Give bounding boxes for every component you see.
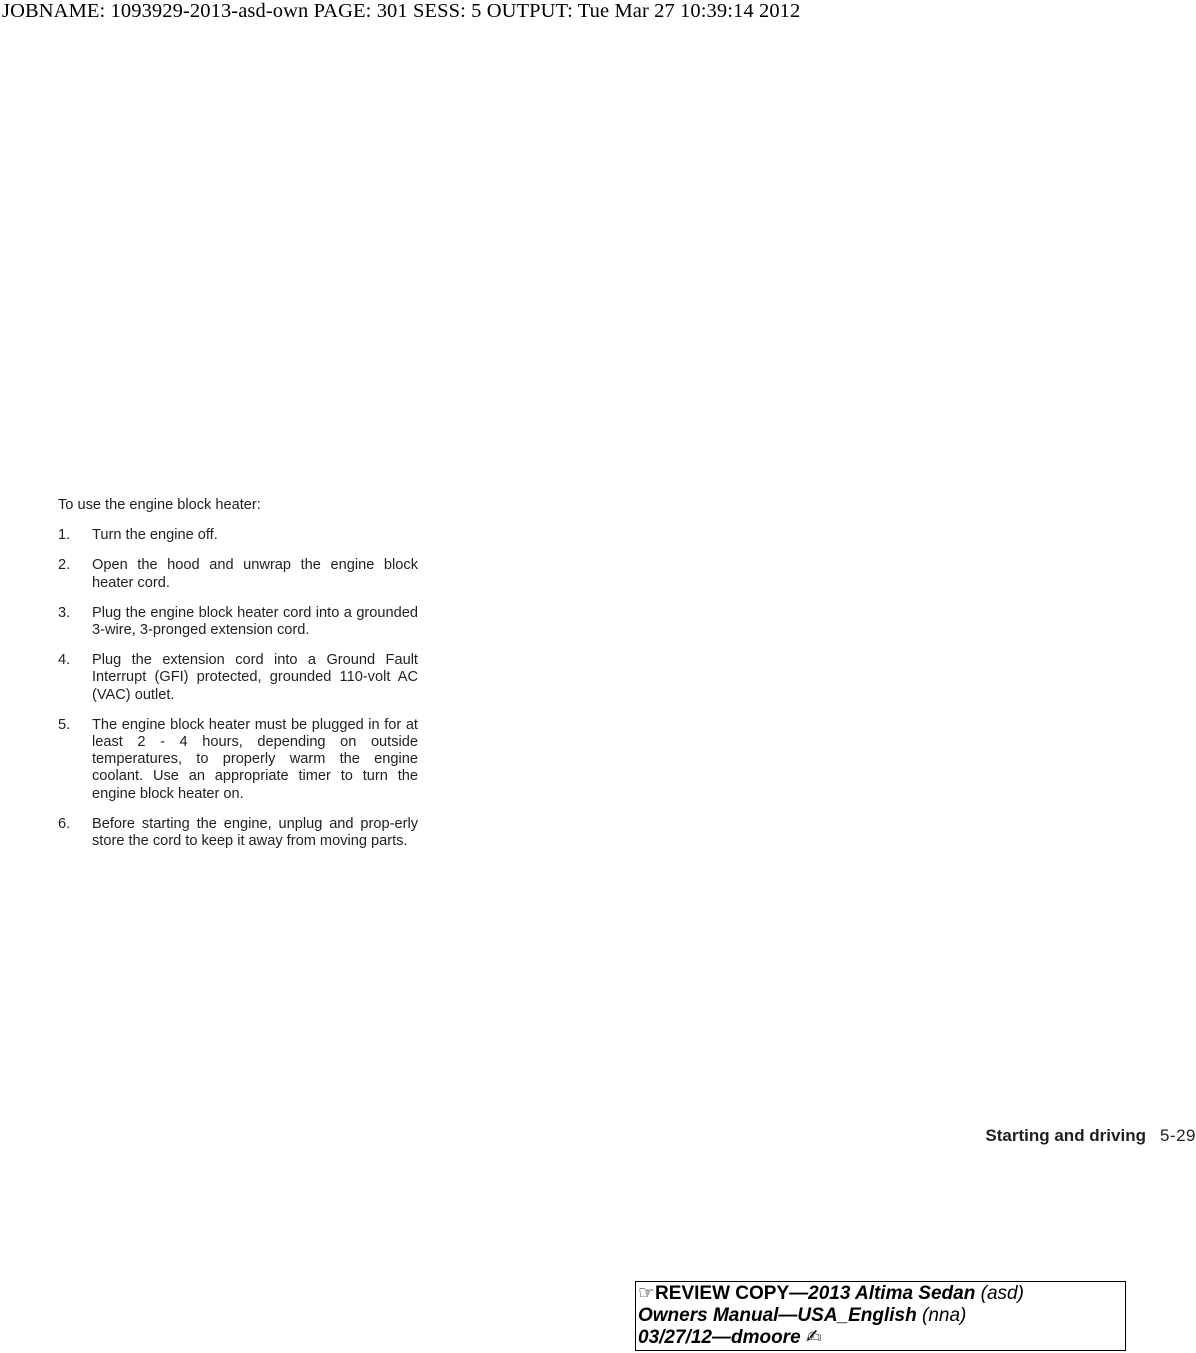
step-text: The engine block heater must be plugged in for at least 2 - 4 hours, depending on outside temperatures, to properly warm the engine coolant. Use an appropriate timer to turn the engine block heater on. [92,716,418,802]
intro-text: To use the engine block heater: [58,497,261,513]
step-item [58,527,418,544]
step-text: Plug the engine block heater cord into a grounded 3-wire, 3-pronged extension cord. [92,604,418,639]
step-text: Plug the extension cord into a Ground Fault Interrupt (GFI) protected, grounded 110-volt AC (VAC) outlet. [92,652,418,703]
page-number: 5-29 [1159,1126,1196,1145]
footer-section-name: Starting and driving [985,1126,1146,1145]
review-label: REVIEW COPY [655,1283,790,1304]
page-footer [985,1126,1196,1146]
review-line-2 [638,1305,1125,1327]
step-number: 2. [58,557,71,574]
review-dash: — [789,1283,809,1304]
step-item [58,605,418,639]
language-code: (nna) [922,1305,967,1326]
writing-hand-icon: ✍ [805,1327,822,1348]
date-editor: 03/27/12—dmoore [638,1327,801,1348]
model-name: 2013 Altima Sedan [808,1283,976,1304]
instructions-section [58,497,418,863]
review-line-3 [638,1327,1125,1349]
step-number: 3. [58,604,71,621]
pointing-hand-icon: ☞ [638,1283,656,1304]
job-header: JOBNAME: 1093929-2013-asd-own PAGE: 301 SESS: 5 OUTPUT: Tue Mar 27 10:39:14 2012 [2,0,801,22]
step-number: 4. [58,652,71,669]
step-text: Turn the engine off. [92,527,218,544]
step-item [58,717,418,803]
review-copy-box [635,1281,1126,1351]
review-line-1 [638,1283,1125,1305]
step-number: 6. [58,815,71,832]
step-item [58,557,418,591]
step-item [58,816,418,850]
manual-name: Owners Manual—USA_English [638,1305,917,1326]
step-item [58,652,418,704]
steps-list [58,527,418,850]
step-number: 1. [58,527,71,544]
model-code: (asd) [980,1283,1024,1304]
step-text: Open the hood and unwrap the engine block heater cord. [92,557,418,591]
step-number: 5. [58,716,71,733]
step-text: Before starting the engine, unplug and prop-erly store the cord to keep it away from moving parts. [92,815,418,850]
